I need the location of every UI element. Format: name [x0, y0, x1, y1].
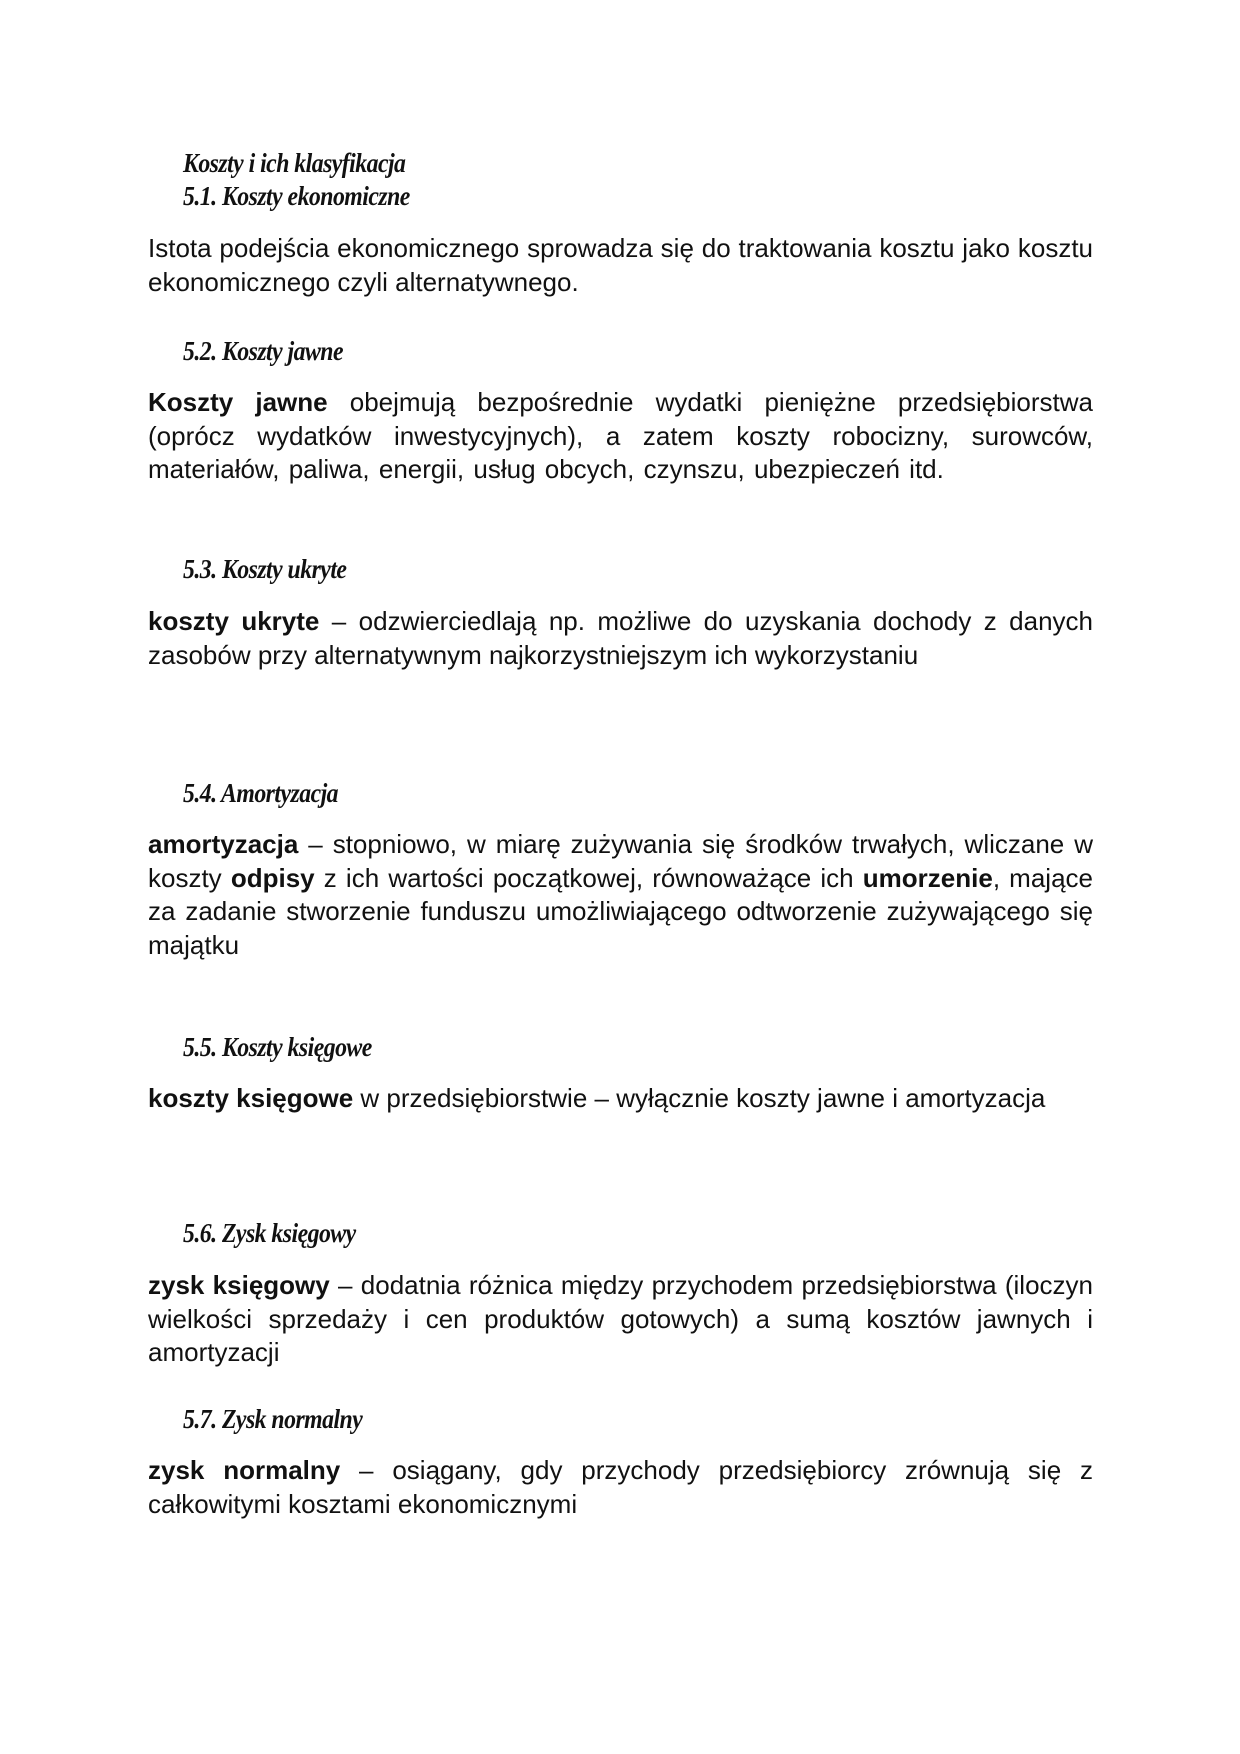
- section-body-5-7: [148, 1454, 1093, 1521]
- section-body-5-3: [148, 605, 1093, 672]
- section-text: , mające za zadanie stworzenie funduszu umożliwiającego odtworzenie zużywającego się majątku: [148, 862, 1093, 960]
- term-koszty-jawne: Koszty jawne: [148, 387, 328, 417]
- section-body-5-1: [148, 232, 1093, 299]
- section-text: – osiągany, gdy przychody przedsiębiorcy zrównują się z całkowitymi kosztami ekonomicznymi: [148, 1455, 1093, 1519]
- section-heading-5-3: 5.3. Koszty ukryte: [183, 554, 347, 584]
- section-body-5-2: [148, 386, 1093, 487]
- section-text: obejmują bezpośrednie wydatki pieniężne przedsiębiorstwa (oprócz wydatków inwestycyjnych), a zatem koszty robocizny, surowców, materiałów, paliwa, energii, usług obcych, czynszu, ubezpieczeń itd.: [148, 387, 1093, 484]
- section-heading-5-5: 5.5. Koszty księgowe: [183, 1032, 372, 1062]
- section-body-5-6: [148, 1269, 1093, 1370]
- document-title: Koszty i ich klasyfikacja: [183, 148, 406, 178]
- section-heading-5-4: 5.4. Amortyzacja: [183, 778, 339, 808]
- section-body-5-5: [148, 1082, 1093, 1116]
- term-odpisy: odpisy: [230, 862, 315, 893]
- term-amortyzacja: amortyzacja: [148, 829, 299, 859]
- section-heading-5-1: 5.1. Koszty ekonomiczne: [183, 181, 410, 211]
- section-text: z ich wartości początkowej, równoważące ich: [314, 862, 863, 893]
- section-heading-5-6: 5.6. Zysk księgowy: [183, 1218, 356, 1248]
- section-text: Istota podejścia ekonomicznego sprowadza się do traktowania kosztu jako kosztu ekonomicznego czyli alternatywnego.: [148, 233, 1093, 297]
- term-koszty-ukryte: koszty ukryte: [148, 606, 320, 636]
- section-text: – dodatnia różnica między przychodem przedsiębiorstwa (iloczyn wielkości sprzedaży i cen produktów gotowych) a sumą kosztów jawnych i amortyzacji: [148, 1270, 1094, 1367]
- section-text: – odzwierciedlają np. możliwe do uzyskania dochody z danych zasobów przy alternatywnym najkorzystniejszym ich wykorzystaniu: [148, 606, 1093, 670]
- section-body-5-4: [148, 828, 1093, 962]
- term-zysk-normalny: zysk normalny: [148, 1455, 341, 1485]
- section-text: w przedsiębiorstwie – wyłącznie koszty jawne i amortyzacja: [353, 1083, 1046, 1113]
- section-text: – stopniowo, w miarę zużywania się środków trwałych, wliczane w koszty: [148, 829, 1093, 893]
- section-heading-5-7: 5.7. Zysk normalny: [183, 1404, 363, 1434]
- term-koszty-ksiegowe: koszty księgowe: [148, 1083, 354, 1113]
- term-umorzenie: umorzenie: [862, 862, 993, 893]
- section-heading-5-2: 5.2. Koszty jawne: [183, 336, 344, 366]
- term-zysk-ksiegowy: zysk księgowy: [148, 1270, 330, 1300]
